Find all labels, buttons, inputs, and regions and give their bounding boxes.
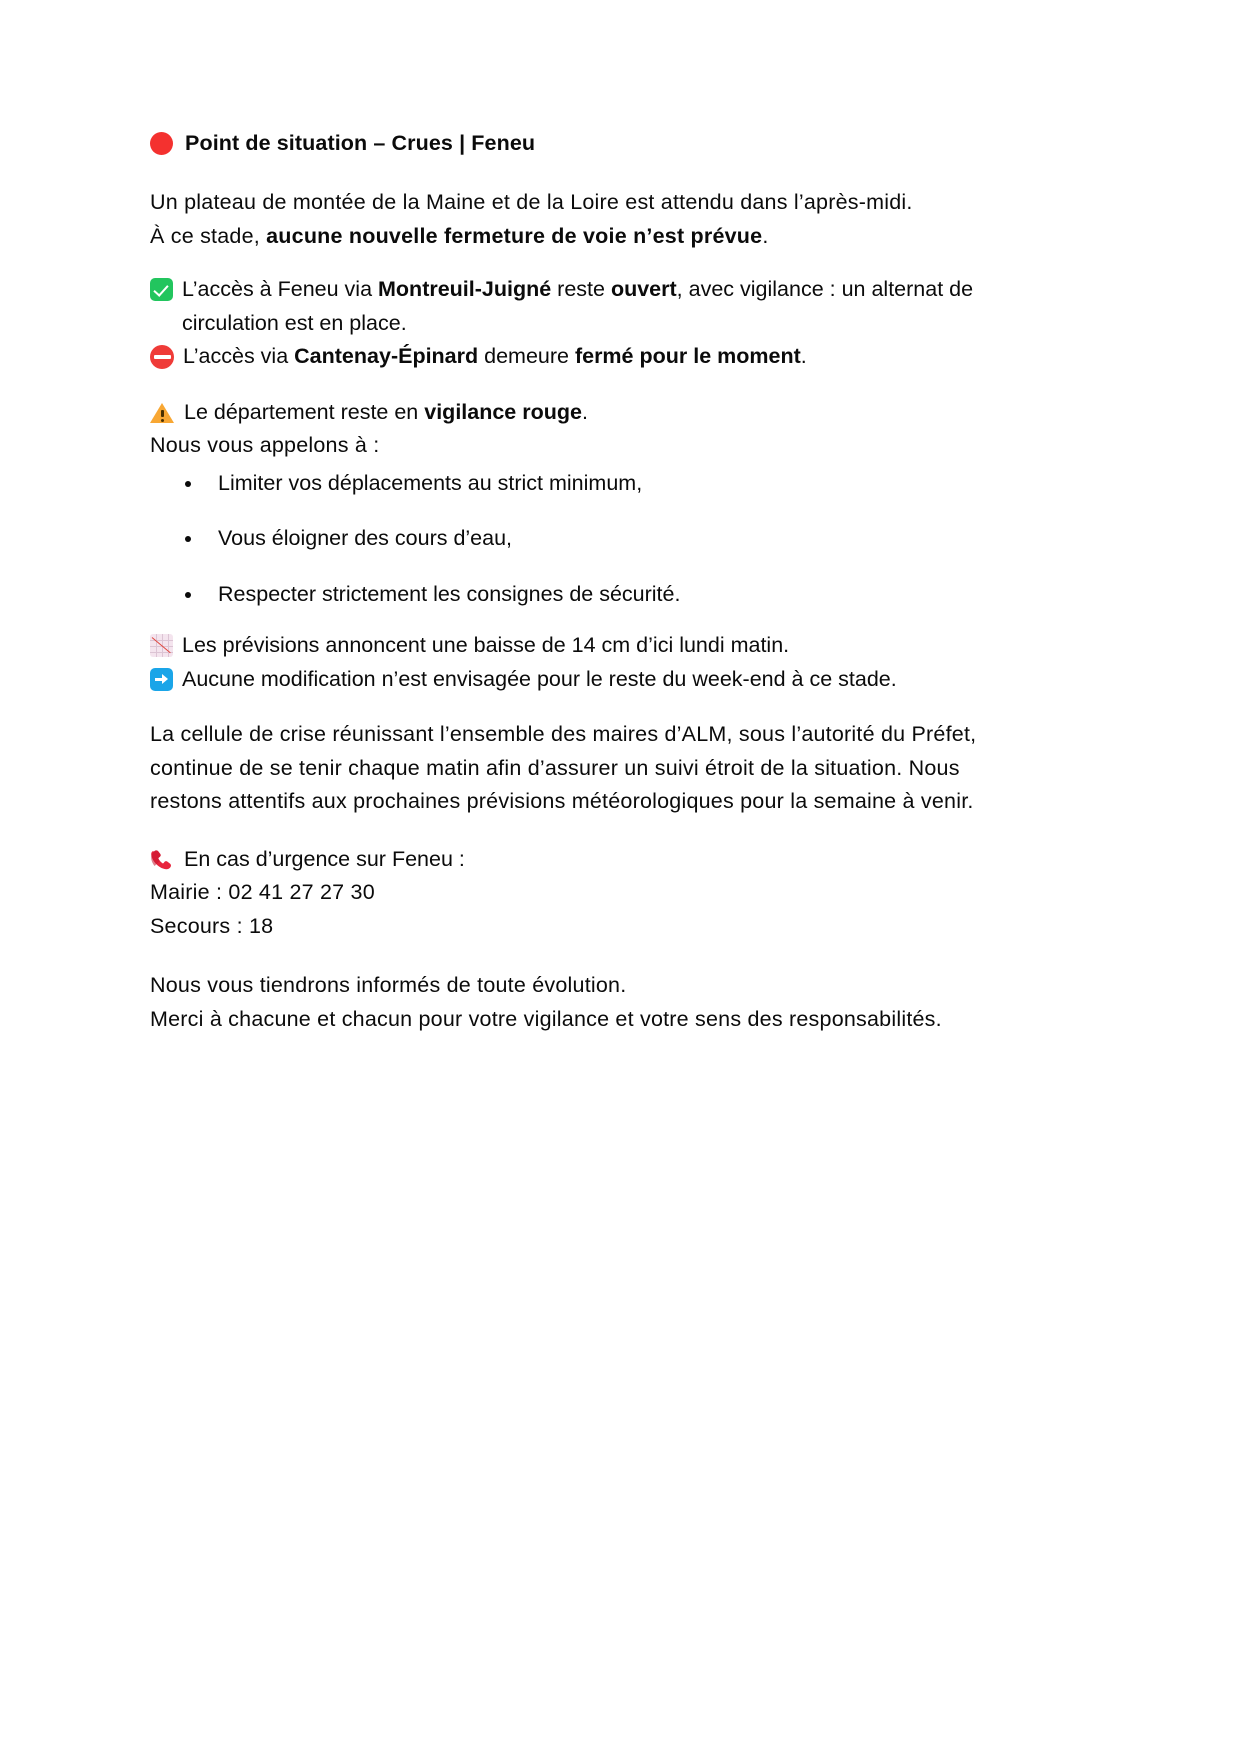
- forecast-nochange-text: Aucune modification n’est envisagée pour le reste du week-end à ce stade.: [182, 666, 897, 691]
- intro-line-1: Un plateau de montée de la Maine et de la Loire est attendu dans l’après-midi.: [150, 190, 913, 214]
- forecast-decrease-text: Les prévisions annoncent une baisse de 14 cm d’ici lundi matin.: [182, 633, 790, 657]
- closing-line-1: Nous vous tiendrons informés de toute évolution.: [150, 973, 627, 997]
- list-item-label: Vous éloigner des cours d’eau,: [218, 526, 513, 550]
- emergency-contacts: [150, 876, 980, 943]
- alert-text: [184, 396, 980, 430]
- no-entry-icon-wrap: [150, 340, 183, 374]
- alert-suffix: .: [581, 399, 588, 424]
- instruction-list: [150, 467, 980, 612]
- check-mark-icon-wrap: [150, 273, 182, 307]
- intro-line-2-prefix: À ce stade,: [150, 223, 267, 248]
- access-open-prefix: L’accès à Feneu via: [182, 277, 379, 301]
- emergency-title: En cas d’urgence sur Feneu :: [184, 846, 465, 871]
- bullet-icon: [185, 592, 191, 598]
- bullet-icon: [185, 481, 191, 487]
- page-title: [150, 128, 980, 158]
- list-item-label: Limiter vos déplacements au strict minimum,: [218, 470, 643, 495]
- telephone-icon-wrap: [150, 843, 184, 877]
- forecast-decrease-line: [150, 629, 980, 663]
- access-closed-suffix: .: [800, 344, 807, 368]
- bullet-icon: [185, 536, 191, 542]
- access-closed-place: Cantenay-Épinard: [294, 344, 479, 368]
- intro-paragraph: [150, 186, 980, 253]
- no-entry-icon: [150, 345, 174, 369]
- emergency-title-line: [150, 843, 980, 877]
- access-open-line: [150, 273, 980, 340]
- closing-paragraph: [150, 969, 980, 1036]
- access-closed-mid: demeure: [478, 344, 575, 368]
- access-closed-line: [150, 340, 980, 374]
- access-closed-prefix: L’accès via: [183, 344, 295, 368]
- right-arrow-icon: [150, 668, 173, 691]
- access-open-status: ouvert: [610, 277, 677, 301]
- access-open-suffix: , avec vigilance : un alternat de circulation est en place.: [182, 277, 974, 335]
- crisis-cell-paragraph: La cellule de crise réunissant l’ensemble des maires d’ALM, sous l’autorité du Préfet, continue de se tenir chaque matin afin d’assurer un suivi étroit de la situation. Nous restons attentifs aux prochaines prévisions météorologiques pour la semaine à venir.: [150, 722, 977, 813]
- access-open-text: [182, 273, 980, 340]
- access-open-mid: reste: [551, 277, 611, 301]
- alert-line: [150, 396, 980, 430]
- access-closed-status: fermé pour le moment: [574, 344, 801, 368]
- forecast-nochange-line: [150, 663, 980, 697]
- list-item: [150, 578, 980, 612]
- call-to-action: Nous vous appelons à :: [150, 433, 380, 457]
- chart-decreasing-icon-wrap: [150, 629, 182, 663]
- red-circle-icon: [150, 132, 173, 155]
- list-item-label: Respecter strictement les consignes de sécurité.: [218, 581, 681, 606]
- intro-line-2-bold: aucune nouvelle fermeture de voie n’est prévue: [266, 223, 763, 248]
- intro-line-2-suffix: .: [762, 223, 769, 248]
- secours-phone: Secours : 18: [150, 913, 274, 938]
- alert-level: vigilance rouge: [424, 399, 582, 424]
- closing-line-2: Merci à chacune et chacun pour votre vigilance et votre sens des responsabilités.: [150, 1006, 942, 1031]
- access-closed-text: [183, 340, 980, 374]
- alert-prefix: Le département reste en: [184, 399, 425, 424]
- list-item: [150, 467, 980, 501]
- document-body: [150, 128, 980, 1036]
- list-item: [150, 522, 980, 556]
- access-open-place: Montreuil-Juigné: [378, 277, 552, 301]
- mairie-phone: Mairie : 02 41 27 27 30: [150, 880, 375, 904]
- telephone-icon: [150, 848, 175, 871]
- right-arrow-icon-wrap: [150, 663, 182, 697]
- page-title-text: Point de situation – Crues | Feneu: [185, 131, 536, 155]
- check-mark-icon: [150, 278, 173, 301]
- warning-icon: [150, 401, 175, 424]
- warning-icon-wrap: [150, 396, 184, 430]
- chart-decreasing-icon: [150, 634, 173, 657]
